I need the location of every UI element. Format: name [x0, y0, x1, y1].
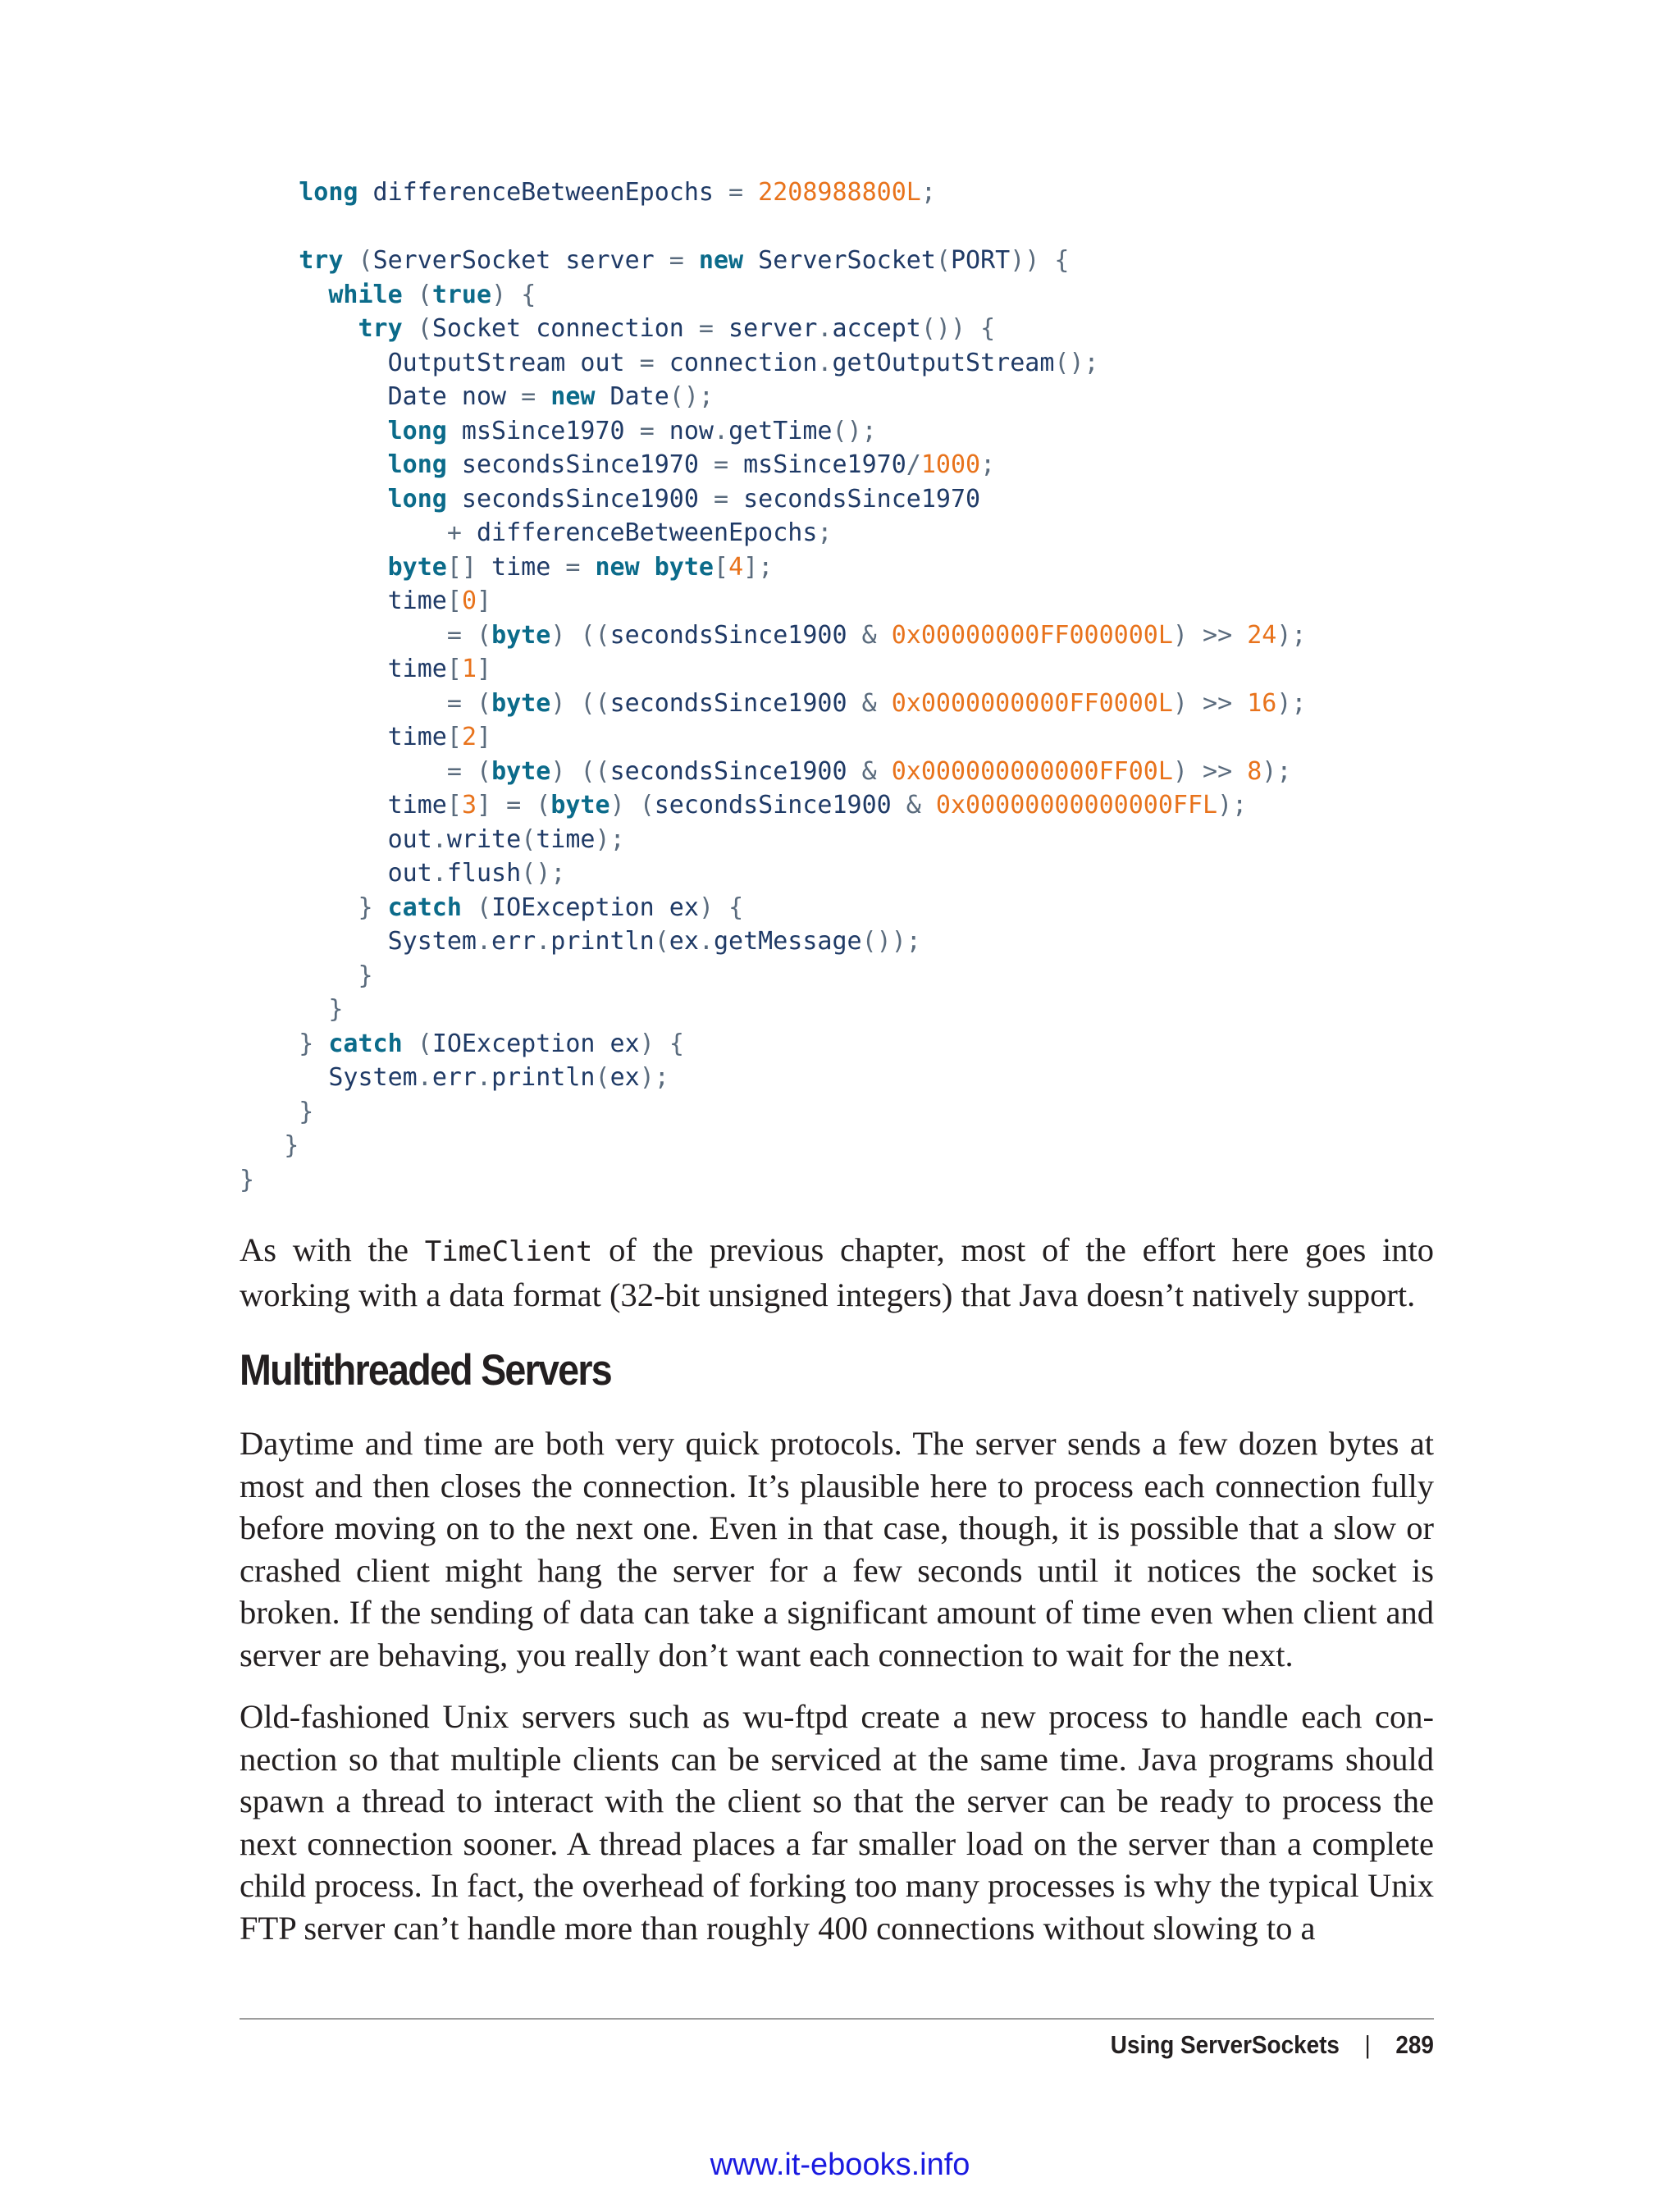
code-line: time[1] — [240, 655, 492, 683]
code-line: System.err.println(ex.getMessage()); — [240, 927, 921, 956]
watermark-link[interactable]: www.it-ebooks.info — [710, 2148, 970, 2182]
code-line: = (byte) ((secondsSince1900 & 0x0000000000FF0000L) >> 16); — [446, 688, 1307, 718]
code-line: long msSince1970 = now.getTime(); — [387, 416, 877, 445]
code-line: } — [299, 1097, 314, 1126]
paragraph-timeclient — [240, 1229, 1434, 1316]
code-line: = (byte) ((secondsSince1900 & 0x00000000FF000000L) >> 24); — [446, 620, 1307, 650]
code-line: try (ServerSocket server = new ServerSocket(PORT)) { — [299, 246, 1070, 275]
code-line: time[2] — [240, 723, 492, 751]
code-line: } — [328, 995, 344, 1024]
paragraph-text: of the previous chapter, most of the effort here goes into working with a data format (32-bit unsigned integers) that Java doesn’t natively support. — [240, 1231, 1434, 1313]
code-line: out.write(time); — [240, 824, 625, 854]
code-line: while (true) { — [328, 280, 536, 309]
code-listing — [240, 176, 1306, 1197]
code-line: OutputStream out = connection.getOutputStream(); — [240, 348, 1099, 377]
code-line: byte[] time = new byte[4]; — [387, 552, 774, 582]
code-line: long differenceBetweenEpochs = 2208988800L; — [299, 178, 936, 207]
inline-code: TimeClient — [424, 1235, 593, 1268]
code-line: = (byte) ((secondsSince1900 & 0x000000000000FF00L) >> 8); — [446, 756, 1292, 786]
footer-separator: | — [1364, 2030, 1371, 2059]
code-line: } catch (IOException ex) { — [299, 1029, 684, 1058]
paragraph-daytime: Daytime and time are both very quick protocols. The server sends a few dozen bytes at most and then closes the connection. It’s plausible here to process each connection fully before moving on to the next one. Even in that case, though, it is possible that a slow or crashed client might hang the server for a few seconds until it notices the socket is broken. If the sending of data can take a significant amount of time even when client and server are behaving, you really don’t want each connection to wait for the next. — [240, 1425, 1434, 1673]
code-line: } catch (IOException ex) { — [358, 892, 744, 922]
page-footer — [1111, 2030, 1434, 2060]
code-line: long secondsSince1900 = secondsSince1970 — [387, 484, 981, 514]
code-line: + differenceBetweenEpochs; — [446, 518, 833, 547]
code-line: } — [284, 1131, 299, 1160]
code-line: } — [358, 961, 373, 990]
code-line: long secondsSince1970 = msSince1970/1000; — [387, 450, 996, 479]
footer-section-title: Using ServerSockets — [1110, 2030, 1340, 2059]
section-heading: Multithreaded Servers — [240, 1346, 611, 1395]
code-line — [240, 210, 1306, 244]
code-line: System.err.println(ex); — [240, 1063, 669, 1092]
page-number: 289 — [1395, 2030, 1434, 2059]
paragraph-unix-servers: Old-fashioned Unix servers such as wu-ftpd create a new process to handle each connection so that multiple clients can be serviced at the same time. Java programs should spawn a thread to interact with the client so that the server can be ready to process the next connection sooner. A thread places a far smaller load on the server than a complete child process. In fact, the overhead of forking too many processes is why the typical Unix FTP server can’t handle more than roughly 400 connections without slowing to a — [240, 1698, 1434, 1947]
code-line: time[3] = (byte) (secondsSince1900 & 0x00000000000000FFL); — [240, 791, 1248, 819]
code-line: out.flush(); — [240, 859, 566, 888]
code-line: time[0] — [240, 587, 492, 615]
code-line: } — [240, 1165, 255, 1194]
code-line: Date now = new Date(); — [240, 382, 714, 411]
footer-divider — [240, 2018, 1434, 2020]
code-line: try (Socket connection = server.accept()) { — [358, 314, 996, 343]
paragraph-text: As with the — [240, 1231, 425, 1268]
